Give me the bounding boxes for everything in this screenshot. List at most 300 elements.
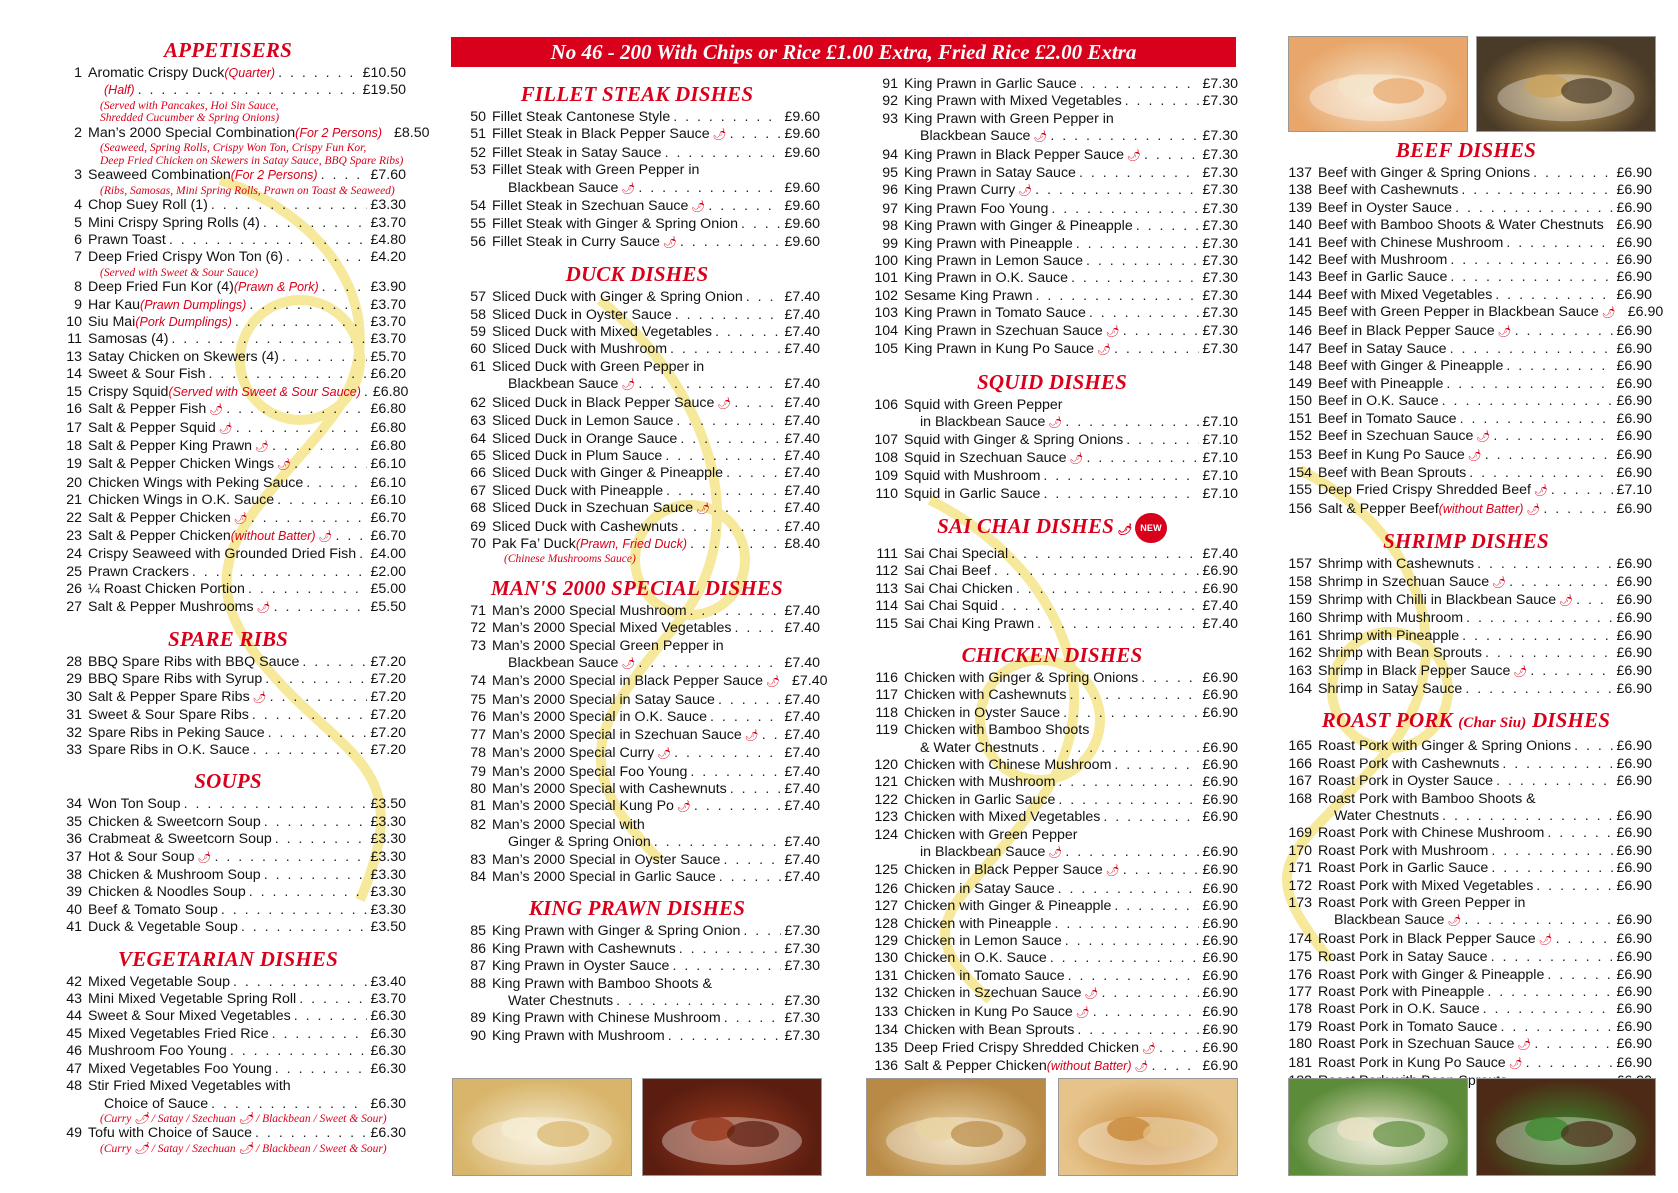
menu-item[interactable] bbox=[866, 844, 1238, 862]
menu-item[interactable] bbox=[866, 414, 1238, 432]
item-price: £6.90 bbox=[1616, 341, 1652, 358]
menu-item[interactable] bbox=[50, 1026, 406, 1043]
menu-item[interactable] bbox=[50, 249, 406, 266]
menu-item[interactable] bbox=[1280, 1055, 1652, 1073]
dot-leader bbox=[335, 528, 367, 545]
menu-item[interactable] bbox=[50, 831, 406, 848]
menu-item[interactable] bbox=[866, 288, 1238, 305]
menu-item[interactable] bbox=[50, 1008, 406, 1025]
menu-item[interactable] bbox=[454, 413, 820, 430]
menu-item[interactable] bbox=[1280, 411, 1652, 428]
menu-item[interactable] bbox=[50, 510, 406, 528]
menu-item[interactable] bbox=[50, 884, 406, 901]
menu-item[interactable] bbox=[454, 359, 820, 376]
menu-item[interactable] bbox=[50, 383, 409, 401]
menu-item[interactable] bbox=[50, 438, 406, 456]
menu-item[interactable] bbox=[1280, 501, 1652, 519]
menu-item[interactable] bbox=[50, 991, 406, 1008]
item-name: Sliced Duck with Mushroom bbox=[492, 341, 668, 358]
item-name: Roast Pork in Black Pepper Sauce bbox=[1318, 930, 1536, 947]
menu-item[interactable] bbox=[454, 483, 820, 500]
item-number: 144 bbox=[1288, 286, 1312, 303]
menu-item[interactable] bbox=[1280, 341, 1652, 358]
menu-item[interactable] bbox=[1280, 773, 1652, 790]
item-name: Chicken in Tomato Sauce bbox=[904, 967, 1065, 984]
item-price: £7.40 bbox=[784, 868, 820, 885]
item-name: Siu Mai bbox=[88, 314, 136, 331]
item-price: £6.90 bbox=[1202, 687, 1238, 704]
item-name: Roast Pork in O.K. Sauce bbox=[1318, 1001, 1480, 1018]
menu-item[interactable] bbox=[1280, 949, 1652, 966]
item-name: Chicken in Black Pepper Sauce bbox=[904, 862, 1103, 879]
menu-item[interactable] bbox=[50, 1078, 406, 1095]
chili-icon: 🌶 bbox=[1142, 1042, 1156, 1055]
menu-item[interactable] bbox=[866, 722, 1238, 739]
dot-leader bbox=[1125, 93, 1200, 110]
dot-leader bbox=[1442, 393, 1614, 410]
menu-item[interactable] bbox=[454, 448, 820, 465]
menu-item[interactable] bbox=[50, 232, 406, 249]
item-number: 86 bbox=[470, 940, 486, 957]
menu-item[interactable] bbox=[454, 126, 820, 144]
menu-item[interactable] bbox=[454, 852, 820, 869]
menu-item[interactable] bbox=[454, 727, 820, 745]
dot-leader bbox=[1460, 411, 1614, 428]
menu-item[interactable] bbox=[866, 1022, 1238, 1039]
item-price: £6.90 bbox=[1202, 774, 1238, 791]
menu-item[interactable] bbox=[454, 941, 820, 958]
item-name: Man’s 2000 Special Kung Po bbox=[492, 798, 674, 815]
menu-item[interactable] bbox=[50, 65, 406, 82]
menu-item[interactable] bbox=[866, 792, 1238, 809]
menu-item[interactable] bbox=[1280, 912, 1652, 930]
item-number: 57 bbox=[470, 289, 486, 306]
menu-item[interactable] bbox=[1280, 465, 1652, 482]
menu-item[interactable] bbox=[1280, 235, 1652, 252]
menu-item[interactable] bbox=[1280, 931, 1652, 949]
item-number: 6 bbox=[74, 231, 82, 248]
menu-item[interactable] bbox=[454, 341, 820, 358]
item-number: 67 bbox=[470, 482, 486, 499]
menu-item[interactable] bbox=[1280, 1001, 1652, 1018]
item-number: 40 bbox=[66, 901, 82, 918]
menu-item[interactable] bbox=[1280, 808, 1652, 825]
section-title-text: DISHES bbox=[1531, 708, 1611, 733]
menu-item[interactable] bbox=[50, 124, 430, 142]
menu-item[interactable] bbox=[866, 76, 1238, 93]
menu-item[interactable] bbox=[50, 599, 406, 617]
item-option: (without Batter) bbox=[230, 528, 316, 543]
menu-item[interactable] bbox=[1280, 592, 1652, 610]
menu-item[interactable] bbox=[50, 1096, 406, 1113]
item-number: 18 bbox=[66, 437, 82, 454]
dot-leader bbox=[249, 297, 367, 314]
dot-leader bbox=[1080, 76, 1200, 93]
beef-broccoli-photo bbox=[1476, 1078, 1656, 1176]
item-number: 141 bbox=[1288, 234, 1312, 251]
menu-item[interactable] bbox=[454, 798, 820, 816]
menu-item[interactable] bbox=[866, 757, 1238, 774]
menu-item[interactable] bbox=[454, 993, 820, 1010]
menu-item[interactable] bbox=[866, 218, 1238, 235]
menu-item[interactable] bbox=[866, 93, 1238, 110]
menu-item[interactable] bbox=[1280, 645, 1652, 662]
menu-item[interactable] bbox=[50, 654, 406, 671]
menu-item[interactable] bbox=[1280, 217, 1652, 234]
item-name: Fillet Steak with Ginger & Spring Onion bbox=[492, 216, 739, 233]
menu-item[interactable] bbox=[50, 297, 406, 314]
item-number: 109 bbox=[874, 468, 898, 485]
menu-item[interactable] bbox=[50, 546, 406, 563]
menu-item[interactable] bbox=[1280, 482, 1652, 500]
menu-item[interactable] bbox=[1280, 1019, 1652, 1036]
menu-item[interactable] bbox=[454, 620, 820, 637]
menu-item[interactable] bbox=[1280, 895, 1652, 912]
menu-item[interactable] bbox=[866, 128, 1238, 146]
item-price: £6.90 bbox=[1202, 898, 1238, 915]
item-number: 32 bbox=[66, 724, 82, 741]
item-number: 163 bbox=[1288, 662, 1312, 679]
menu-item[interactable] bbox=[454, 431, 820, 448]
menu-item[interactable] bbox=[866, 236, 1238, 253]
item-number: 31 bbox=[66, 707, 82, 724]
menu-item[interactable] bbox=[50, 867, 406, 884]
menu-item[interactable] bbox=[50, 902, 406, 919]
item-number: 43 bbox=[66, 991, 82, 1008]
menu-item[interactable] bbox=[454, 216, 820, 233]
item-number: 129 bbox=[874, 933, 898, 950]
item-price: £6.90 bbox=[1616, 500, 1652, 517]
menu-item[interactable] bbox=[1280, 376, 1652, 393]
menu-item[interactable] bbox=[50, 349, 406, 366]
menu-item[interactable] bbox=[866, 305, 1238, 322]
menu-item[interactable] bbox=[866, 862, 1238, 880]
menu-item[interactable] bbox=[50, 1125, 406, 1142]
menu-item[interactable] bbox=[454, 395, 820, 413]
chili-icon: 🌶 bbox=[691, 201, 706, 214]
menu-item[interactable] bbox=[454, 745, 820, 763]
dot-leader bbox=[1496, 773, 1613, 790]
dot-leader bbox=[715, 324, 781, 341]
menu-item[interactable] bbox=[50, 401, 406, 419]
menu-item[interactable] bbox=[454, 764, 820, 781]
item-name: Chicken Wings in O.K. Sauce bbox=[88, 492, 275, 509]
menu-item[interactable] bbox=[1280, 556, 1652, 573]
item-price: £7.40 bbox=[784, 763, 820, 780]
menu-item[interactable] bbox=[50, 849, 406, 867]
menu-item[interactable] bbox=[454, 655, 820, 673]
item-price: £7.40 bbox=[784, 851, 820, 868]
item-price: £6.90 bbox=[1616, 1018, 1652, 1035]
menu-item[interactable] bbox=[866, 323, 1238, 341]
item-number: 114 bbox=[875, 598, 898, 615]
item-number: 171 bbox=[1288, 860, 1312, 877]
menu-item[interactable] bbox=[50, 671, 406, 688]
item-price: £6.90 bbox=[1616, 930, 1652, 947]
item-name: Shrimp with Bean Sprouts bbox=[1318, 645, 1483, 662]
item-name: Roast Pork with Mushroom bbox=[1318, 842, 1489, 859]
item-number: 172 bbox=[1288, 877, 1312, 894]
menu-item[interactable] bbox=[1280, 358, 1652, 375]
menu-item[interactable] bbox=[866, 546, 1238, 563]
menu-item[interactable] bbox=[1280, 860, 1652, 877]
menu-item[interactable] bbox=[454, 162, 820, 179]
item-price: £7.20 bbox=[370, 688, 406, 705]
menu-item[interactable] bbox=[1280, 252, 1652, 269]
menu-item[interactable] bbox=[1280, 447, 1652, 465]
menu-item[interactable] bbox=[866, 916, 1238, 933]
menu-item[interactable] bbox=[866, 147, 1238, 165]
item-price: £7.30 bbox=[784, 1027, 820, 1044]
menu-item[interactable] bbox=[866, 774, 1238, 791]
item-price: £9.60 bbox=[784, 216, 820, 233]
menu-item[interactable] bbox=[1280, 1036, 1652, 1054]
section-title-text: SHRIMP DISHES bbox=[1383, 529, 1549, 554]
item-name: Roast Pork in Kung Po Sauce bbox=[1318, 1054, 1506, 1071]
menu-item[interactable] bbox=[866, 985, 1238, 1003]
menu-item[interactable] bbox=[50, 420, 406, 438]
item-number: 45 bbox=[66, 1025, 82, 1042]
menu-item[interactable] bbox=[866, 740, 1238, 757]
menu-item[interactable] bbox=[454, 958, 820, 975]
menu-item[interactable] bbox=[866, 1004, 1238, 1022]
menu-item[interactable] bbox=[454, 109, 820, 126]
menu-item[interactable] bbox=[50, 725, 406, 742]
menu-item[interactable] bbox=[1280, 323, 1652, 341]
menu-item[interactable] bbox=[50, 581, 406, 598]
item-number: 68 bbox=[470, 500, 486, 517]
menu-item[interactable] bbox=[50, 564, 406, 581]
menu-item[interactable] bbox=[454, 817, 820, 834]
menu-item[interactable] bbox=[454, 603, 820, 620]
item-price: £6.90 bbox=[1616, 842, 1652, 859]
menu-item[interactable] bbox=[454, 536, 820, 553]
menu-item[interactable] bbox=[866, 968, 1238, 985]
menu-item[interactable] bbox=[454, 834, 820, 851]
menu-item[interactable] bbox=[454, 709, 820, 726]
menu-item[interactable] bbox=[454, 1028, 820, 1045]
menu-item[interactable] bbox=[866, 581, 1238, 598]
menu-item[interactable] bbox=[454, 869, 820, 886]
menu-item[interactable] bbox=[866, 1058, 1238, 1076]
section-title-text: SOUPS bbox=[194, 769, 262, 794]
item-number: 21 bbox=[66, 492, 82, 509]
item-name: Man’s 2000 Special Combination bbox=[88, 124, 296, 141]
menu-item[interactable] bbox=[50, 1061, 406, 1078]
menu-item[interactable] bbox=[454, 289, 820, 306]
menu-item[interactable] bbox=[1280, 200, 1652, 217]
menu-item[interactable] bbox=[1280, 738, 1652, 755]
item-note: (Served with Pancakes, Hoi Sin Sauce, bbox=[100, 99, 279, 112]
item-price: £6.90 bbox=[1616, 286, 1652, 303]
menu-item[interactable] bbox=[866, 432, 1238, 449]
item-number: 13 bbox=[66, 348, 82, 365]
menu-item[interactable] bbox=[1280, 791, 1652, 808]
item-name: Har Kau bbox=[88, 296, 141, 313]
menu-item[interactable] bbox=[454, 781, 820, 798]
menu-item[interactable] bbox=[866, 1040, 1238, 1058]
item-note: Deep Fried Chicken on Skewers in Satay Sauce, BBQ Spare Ribs) bbox=[100, 154, 404, 167]
menu-item[interactable] bbox=[50, 82, 406, 99]
menu-item[interactable] bbox=[866, 563, 1238, 580]
menu-item[interactable] bbox=[866, 111, 1238, 128]
item-price: £7.30 bbox=[1202, 341, 1238, 358]
menu-item[interactable] bbox=[866, 809, 1238, 826]
menu-item[interactable] bbox=[50, 279, 406, 296]
menu-item[interactable] bbox=[50, 974, 406, 991]
menu-item[interactable] bbox=[866, 598, 1238, 615]
menu-item[interactable] bbox=[454, 976, 820, 993]
menu-item[interactable] bbox=[866, 468, 1238, 485]
chili-icon: 🌶 bbox=[1084, 988, 1099, 1001]
menu-item[interactable] bbox=[866, 182, 1238, 200]
dot-leader bbox=[670, 341, 781, 358]
menu-item[interactable] bbox=[454, 465, 820, 482]
menu-item[interactable] bbox=[866, 165, 1238, 182]
chili-icon: 🌶 bbox=[255, 440, 270, 453]
menu-item[interactable] bbox=[1280, 628, 1652, 645]
item-price: £6.90 bbox=[1616, 662, 1652, 679]
item-name: Won Ton Soup bbox=[88, 796, 181, 813]
menu-item[interactable] bbox=[866, 950, 1238, 967]
menu-item[interactable] bbox=[50, 1043, 406, 1060]
menu-item[interactable] bbox=[1280, 182, 1652, 199]
menu-item[interactable] bbox=[1280, 393, 1652, 410]
menu-item[interactable] bbox=[50, 167, 406, 184]
menu-item[interactable] bbox=[1280, 304, 1664, 322]
chili-icon: 🌶 bbox=[1075, 1006, 1090, 1019]
menu-item[interactable] bbox=[454, 234, 820, 252]
item-name: King Prawn in Lemon Sauce bbox=[904, 253, 1084, 270]
item-price: £2.00 bbox=[370, 563, 406, 580]
menu-item[interactable] bbox=[50, 492, 406, 509]
menu-item[interactable] bbox=[454, 519, 820, 536]
item-name: Beef with Ginger & Pineapple bbox=[1318, 358, 1504, 375]
menu-item[interactable] bbox=[50, 707, 406, 724]
menu-item[interactable] bbox=[866, 881, 1238, 898]
dot-leader bbox=[138, 82, 360, 99]
menu-item[interactable] bbox=[866, 670, 1238, 687]
item-name: Squid in Garlic Sauce bbox=[904, 485, 1041, 502]
menu-item[interactable] bbox=[1280, 967, 1652, 984]
item-price: £6.90 bbox=[1616, 860, 1652, 877]
item-price: £7.40 bbox=[1202, 545, 1238, 562]
menu-item[interactable] bbox=[454, 673, 828, 691]
dot-leader bbox=[252, 707, 368, 724]
menu-item[interactable] bbox=[454, 1010, 820, 1027]
menu-item[interactable] bbox=[50, 366, 406, 383]
menu-item[interactable] bbox=[50, 919, 406, 936]
item-name: King Prawn in O.K. Sauce bbox=[904, 270, 1069, 287]
item-number: 147 bbox=[1288, 341, 1312, 358]
menu-item[interactable] bbox=[1280, 984, 1652, 1001]
item-price: £7.30 bbox=[1202, 235, 1238, 252]
menu-item[interactable] bbox=[1280, 843, 1652, 860]
menu-item[interactable] bbox=[1280, 878, 1652, 895]
menu-item[interactable] bbox=[866, 616, 1238, 633]
item-number: 27 bbox=[66, 598, 82, 615]
menu-item[interactable] bbox=[454, 638, 820, 655]
menu-item[interactable] bbox=[50, 475, 406, 492]
menu-item[interactable] bbox=[866, 201, 1238, 218]
chili-icon: 🌶 bbox=[1559, 594, 1574, 607]
menu-item[interactable] bbox=[866, 450, 1238, 468]
item-number: 79 bbox=[470, 763, 486, 780]
item-name: Beef with Green Pepper in Blackbean Sauce bbox=[1318, 304, 1599, 321]
item-name: Beef with Mixed Vegetables bbox=[1318, 286, 1493, 303]
chili-icon: 🌶 bbox=[1526, 503, 1541, 516]
menu-item[interactable] bbox=[50, 796, 406, 813]
item-price: £3.30 bbox=[370, 813, 406, 830]
menu-item[interactable] bbox=[454, 923, 820, 940]
menu-item[interactable] bbox=[50, 314, 406, 331]
menu-item[interactable] bbox=[454, 307, 820, 324]
menu-item[interactable] bbox=[1280, 165, 1652, 182]
chili-icon: 🌶 bbox=[1476, 431, 1491, 444]
menu-item[interactable] bbox=[50, 197, 406, 214]
menu-item[interactable] bbox=[50, 528, 406, 546]
menu-item[interactable] bbox=[50, 742, 406, 759]
dot-leader bbox=[708, 198, 781, 215]
menu-item[interactable] bbox=[1280, 287, 1652, 304]
menu-item[interactable] bbox=[454, 145, 820, 162]
menu-item[interactable] bbox=[866, 827, 1238, 844]
menu-item[interactable] bbox=[454, 180, 820, 198]
menu-item[interactable] bbox=[866, 397, 1238, 414]
dot-leader bbox=[1530, 663, 1613, 680]
menu-item[interactable] bbox=[454, 376, 820, 394]
menu-item[interactable] bbox=[50, 689, 406, 707]
item-name: Chicken with Mushroom bbox=[904, 774, 1056, 791]
item-number: 97 bbox=[882, 200, 898, 217]
menu-item[interactable] bbox=[454, 692, 820, 709]
item-name: Prawn Crackers bbox=[88, 563, 189, 580]
menu-item[interactable] bbox=[866, 341, 1238, 359]
menu-item[interactable] bbox=[1280, 428, 1652, 446]
item-number: 132 bbox=[874, 985, 898, 1002]
menu-item[interactable] bbox=[1280, 269, 1652, 286]
section-title-text: SAI CHAI DISHES bbox=[937, 513, 1115, 538]
menu-item[interactable] bbox=[1280, 756, 1652, 773]
dot-leader bbox=[1455, 200, 1613, 217]
menu-item[interactable] bbox=[454, 198, 820, 216]
menu-item[interactable] bbox=[454, 324, 820, 341]
menu-item[interactable] bbox=[1280, 574, 1652, 592]
menu-item[interactable] bbox=[866, 898, 1238, 915]
item-name: Mixed Vegetables Foo Young bbox=[88, 1060, 272, 1077]
item-price: £7.20 bbox=[370, 707, 406, 724]
item-number: 135 bbox=[874, 1039, 898, 1056]
menu-item[interactable] bbox=[866, 687, 1238, 704]
menu-item[interactable] bbox=[50, 215, 406, 232]
chili-icon: 🌶 bbox=[1467, 449, 1482, 462]
item-name: Beef in Satay Sauce bbox=[1318, 341, 1447, 358]
menu-item[interactable] bbox=[1280, 825, 1652, 842]
menu-item[interactable] bbox=[1280, 610, 1652, 627]
menu-item[interactable] bbox=[866, 705, 1238, 722]
menu-item[interactable] bbox=[50, 814, 406, 831]
menu-item[interactable] bbox=[454, 500, 820, 518]
menu-item[interactable] bbox=[866, 270, 1238, 287]
menu-item[interactable] bbox=[50, 456, 406, 474]
menu-item[interactable] bbox=[866, 933, 1238, 950]
menu-item[interactable] bbox=[866, 253, 1238, 270]
menu-item[interactable] bbox=[866, 486, 1238, 503]
menu-item[interactable] bbox=[1280, 681, 1652, 698]
menu-item[interactable] bbox=[50, 331, 406, 348]
menu-item[interactable] bbox=[1280, 663, 1652, 681]
item-name: Salt & Pepper Chicken bbox=[88, 509, 231, 526]
